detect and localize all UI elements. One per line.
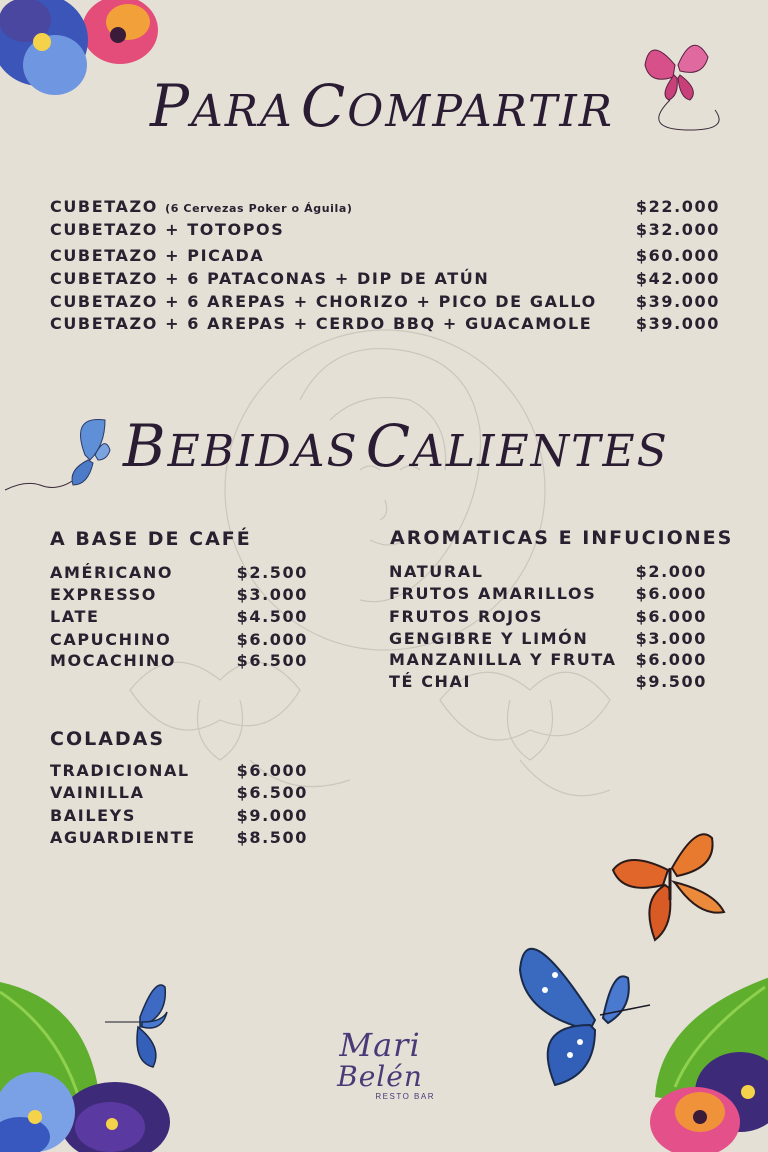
- item-price: $6.000: [635, 607, 707, 626]
- item-name: MOCACHINO: [50, 651, 177, 670]
- menu-item-row: [50, 585, 308, 604]
- item-price: $6.000: [236, 761, 308, 780]
- menu-item-row: [50, 783, 308, 802]
- menu-item-row: [50, 607, 308, 626]
- pink-butterfly-icon: [630, 30, 720, 130]
- menu-item-row: [50, 630, 308, 649]
- menu-item-row: [50, 563, 308, 582]
- item-price: $2.000: [635, 562, 707, 581]
- item-price: $3.000: [635, 629, 707, 648]
- item-name: AMÉRICANO: [50, 563, 174, 582]
- item-name: CUBETAZO + 6 AREPAS + CERDO BBQ + GUACAMOLE: [50, 314, 593, 333]
- item-name: BAILEYS: [50, 806, 136, 825]
- item-name: GENGIBRE Y LIMÓN: [389, 629, 589, 648]
- mari-belen-logo: [305, 1028, 455, 1113]
- item-name: AGUARDIENTE: [50, 828, 196, 847]
- item-price: $2.500: [236, 563, 308, 582]
- subsection-heading-aromaticas: AROMATICAS E INFUCIONES: [390, 527, 734, 549]
- item-name: TÉ CHAI: [389, 672, 472, 691]
- item-price: $39.000: [635, 292, 720, 311]
- title-word: EBIDAS: [167, 426, 359, 477]
- title-word: OMPARTIR: [347, 86, 614, 137]
- item-price: $6.000: [236, 630, 308, 649]
- subsection-heading-cafe: A BASE DE CAFÉ: [50, 528, 252, 550]
- logo-tagline: RESTO BAR: [375, 1092, 435, 1101]
- item-price: $4.500: [236, 607, 308, 626]
- title-initial: B: [123, 412, 168, 480]
- item-name: MANZANILLA Y FRUTA: [389, 650, 617, 669]
- title-initial: P: [150, 72, 192, 140]
- logo-line-2: Belén: [337, 1060, 423, 1093]
- item-name: CUBETAZO + 6 AREPAS + CHORIZO + PICO DE GALLO: [50, 292, 597, 311]
- subsection-heading-coladas: COLADAS: [50, 728, 166, 750]
- menu-item-row: [50, 197, 720, 216]
- item-name: TRADICIONAL: [50, 761, 190, 780]
- menu-item-row: [50, 761, 308, 780]
- item-name: EXPRESSO: [50, 585, 157, 604]
- item-name: CAPUCHINO: [50, 630, 172, 649]
- menu-item-row: [50, 314, 720, 333]
- item-price: $6.500: [236, 783, 308, 802]
- section-title-para-compartir: [150, 72, 614, 140]
- item-price: $6.500: [236, 651, 308, 670]
- menu-item-row: [50, 246, 720, 265]
- item-name: NATURAL: [389, 562, 484, 581]
- item-price: $9.500: [635, 672, 707, 691]
- item-price: $22.000: [635, 197, 720, 216]
- menu-item-row: [389, 672, 707, 691]
- pansy-flowers-top-left: [0, 0, 170, 110]
- item-name: LATE: [50, 607, 100, 626]
- item-price: $9.000: [236, 806, 308, 825]
- item-price: $6.000: [635, 650, 707, 669]
- large-blue-butterfly-icon: [515, 930, 655, 1070]
- item-price: $39.000: [635, 314, 720, 333]
- logo-line-1: Mari: [339, 1026, 421, 1064]
- item-note: (6 Cervezas Poker o Águila): [165, 202, 353, 215]
- item-name: CUBETAZO + TOTOPOS: [50, 220, 285, 239]
- title-initial: C: [365, 412, 413, 480]
- item-price: $32.000: [635, 220, 720, 239]
- item-name: VAINILLA: [50, 783, 145, 802]
- blue-butterfly-icon: [0, 415, 130, 505]
- menu-item-row: [50, 269, 720, 288]
- item-price: $6.000: [635, 584, 707, 603]
- menu-item-row: [389, 607, 707, 626]
- item-name: FRUTOS AMARILLOS: [389, 584, 597, 603]
- leaf-and-pansies-bottom-right: [640, 972, 768, 1152]
- section-title-bebidas-calientes: [123, 412, 669, 480]
- item-price: $60.000: [635, 246, 720, 265]
- item-price: $42.000: [635, 269, 720, 288]
- title-word: ALIENTES: [412, 426, 669, 477]
- menu-item-row: [50, 828, 308, 847]
- menu-item-row: [50, 806, 308, 825]
- title-word: ARA: [191, 86, 294, 137]
- menu-item-row: [389, 584, 707, 603]
- menu-item-row: [389, 562, 707, 581]
- menu-item-row: [389, 629, 707, 648]
- item-price: $3.000: [236, 585, 308, 604]
- leaf-and-pansies-bottom-left: [0, 972, 180, 1152]
- menu-item-row: [50, 220, 720, 239]
- menu-item-row: [389, 650, 707, 669]
- item-name: FRUTOS ROJOS: [389, 607, 544, 626]
- menu-item-row: [50, 292, 720, 311]
- menu-item-row: [50, 651, 308, 670]
- item-name: CUBETAZO + PICADA: [50, 246, 265, 265]
- item-name: CUBETAZO: [50, 197, 158, 216]
- item-name: CUBETAZO + 6 PATACONAS + DIP DE ATÚN: [50, 269, 490, 288]
- item-price: $8.500: [236, 828, 308, 847]
- title-initial: C: [300, 72, 348, 140]
